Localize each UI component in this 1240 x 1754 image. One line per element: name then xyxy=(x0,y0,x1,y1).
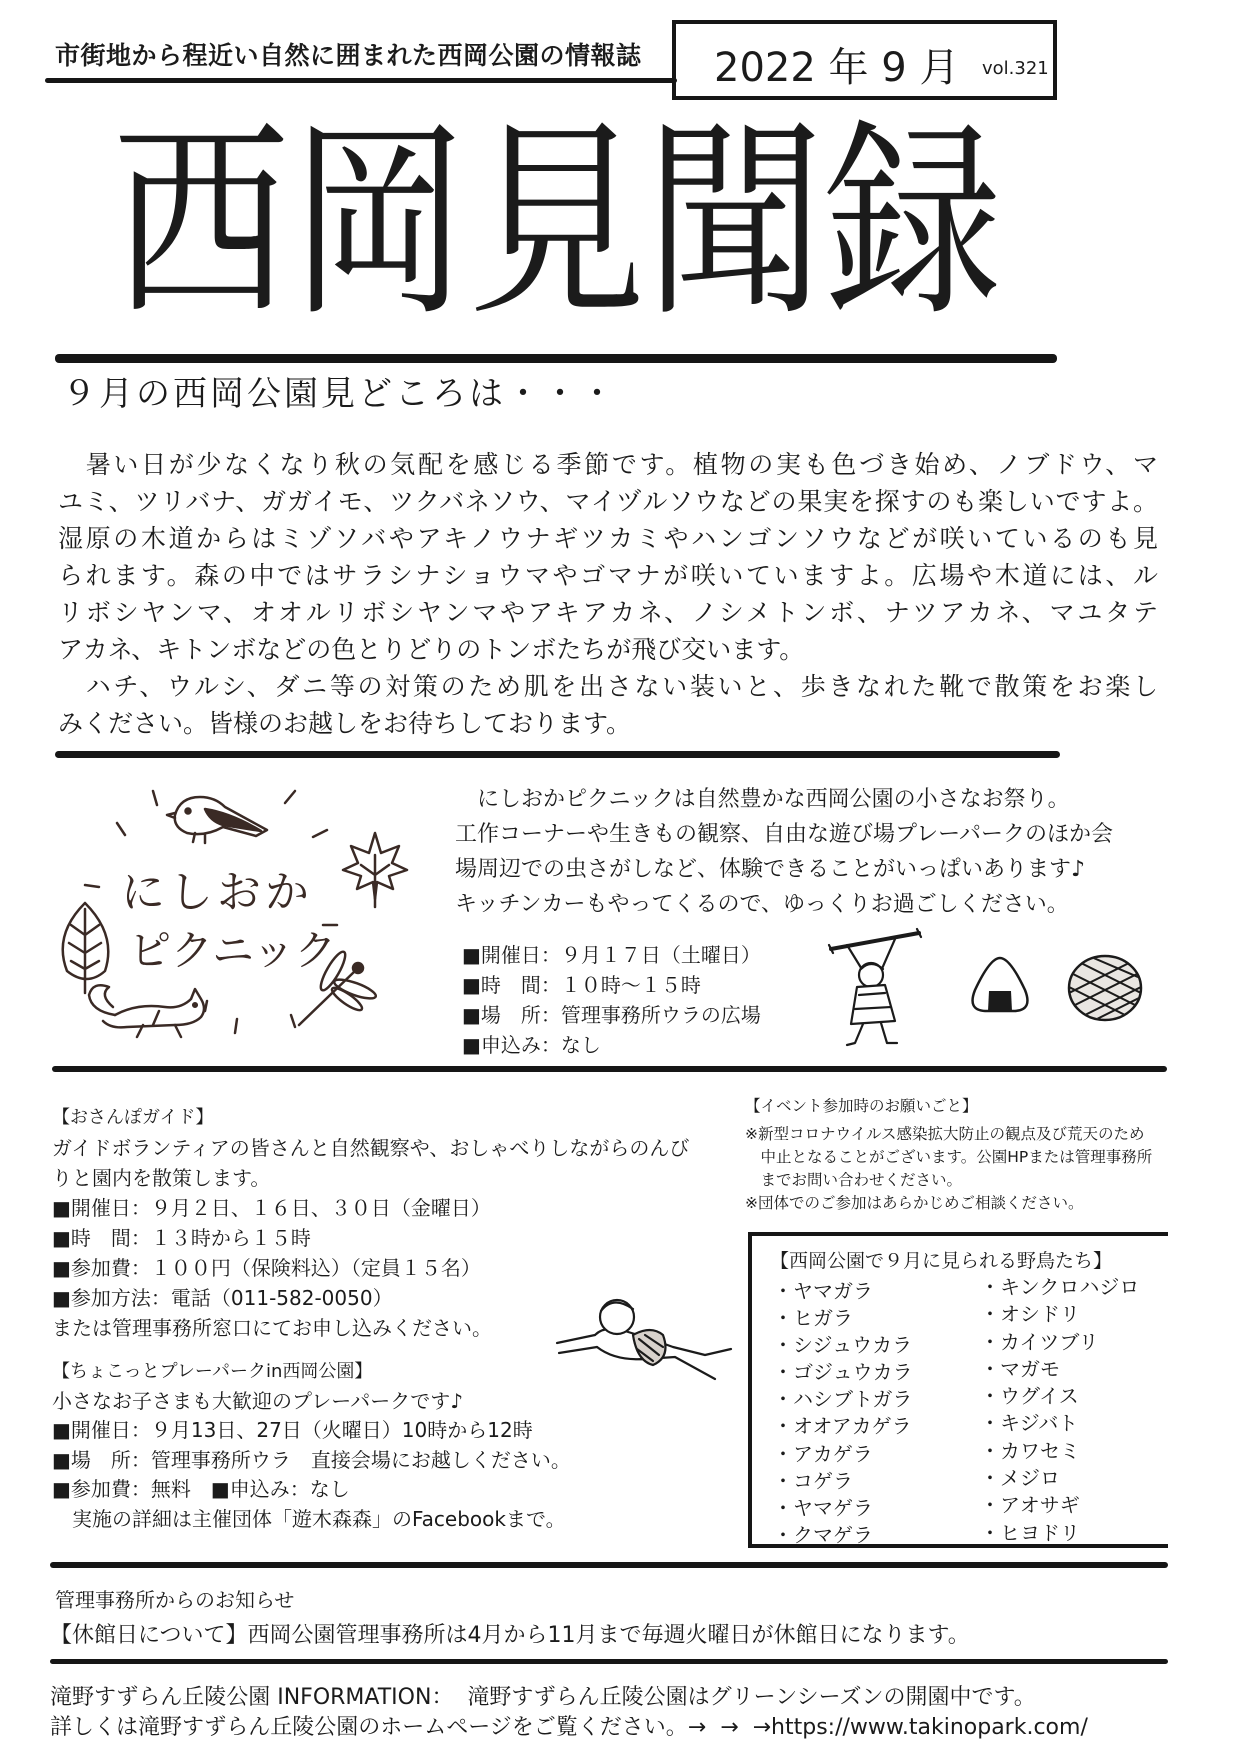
bird-list-item: ・ヒヨドリ xyxy=(980,1520,1080,1545)
body-line: アカネ、キトンボなどの色とりどりのトンボたちが飛び交います。 xyxy=(58,635,805,664)
bird-list-item: ・オオアカゲラ xyxy=(773,1414,912,1439)
bird-list-item: ・ゴジュウカラ xyxy=(773,1360,913,1385)
notice-line: ※新型コロナウイルス感染拡大防止の観点及び荒天のため xyxy=(745,1125,1145,1143)
bread-illustration xyxy=(1065,950,1145,1025)
notice-body xyxy=(745,1123,1152,1215)
highlights-rule xyxy=(55,751,1060,758)
body-line: ユミ、ツリバナ、ガガイモ、ツクバネソウ、マイヅルソウなどの果実を探すのも楽しいですよ。 xyxy=(58,487,1158,516)
osanpo-line: ■時 間：１３時から１５時 xyxy=(52,1226,311,1250)
issue-date: 2022 年 9 月 xyxy=(714,45,960,91)
picnic-intro-line: 工作コーナーや生きもの観察、自由な遊び場プレーパークのほか会 xyxy=(455,822,1114,847)
bird-list-item: ・カイツブリ xyxy=(980,1329,1099,1354)
body-line: られます。森の中ではサラシナショウマやゴマナが咲いていますよ。広場や木道には、ル xyxy=(58,561,1158,590)
playpark-line: 小さなお子さまも大歓迎のプレーパークです♪ xyxy=(52,1388,463,1413)
flying-child-illustration xyxy=(555,1295,735,1395)
bird-list-item: ・キジバト xyxy=(980,1411,1078,1436)
playpark-heading: 【ちょこっとプレーパークin西岡公園】 xyxy=(52,1361,373,1382)
picnic-detail-line: ■場 所：管理事務所ウラの広場 xyxy=(462,1003,761,1027)
bird-list-item: ・シジュウカラ xyxy=(773,1333,913,1358)
playpark-line: ■場 所：管理事務所ウラ 直接会場にお越しください。 xyxy=(52,1447,571,1472)
body-line: リボシヤンマ、オオルリボシヤンマやアキアカネ、ノシメトンボ、ナツアカネ、マユタテ xyxy=(58,598,1158,627)
notice-line: までお問い合わせください。 xyxy=(745,1171,963,1189)
picnic-detail-line: ■申込み：なし xyxy=(462,1033,601,1057)
picnic-rule xyxy=(52,1066,1167,1072)
body-line: 暑い日が少なくなり秋の気配を感じる季節です。植物の実も色づき始め、ノブドウ、マ xyxy=(58,450,1158,479)
body-line: ハチ、ウルシ、ダニ等の対策のため肌を出さない装いと、歩きなれた靴で散策をお楽し xyxy=(58,672,1158,701)
picnic-intro-line: にしおかピクニックは自然豊かな西岡公園の小さなお祭り。 xyxy=(455,787,1070,812)
picnic-logo-line1: にしおか xyxy=(121,867,313,918)
playpark-line: ■開催日：９月13日、27日（火曜日）10時から12時 xyxy=(52,1418,533,1442)
playpark-line: 実施の詳細は主催団体「遊木森森」のFacebookまで。 xyxy=(52,1506,566,1531)
picnic-logo-line2: ピクニック xyxy=(129,926,337,975)
leaf-icon xyxy=(63,903,109,993)
takino-info-line: 滝野すずらん丘陵公園 INFORMATION： 滝野すずらん丘陵公園はグリーンシーズンの開園中です。 xyxy=(50,1685,1036,1710)
picnic-intro-line: キッチンカーもやってくるので、ゆっくりお過ごしください。 xyxy=(455,892,1069,917)
bird-list-item: ・ハシブトガラ xyxy=(773,1387,913,1412)
osanpo-line: ガイドボランティアの皆さんと自然観察や、おしゃべりしながらのんび xyxy=(52,1136,690,1160)
title-rule xyxy=(55,354,1057,363)
newsletter-tagline: 市街地から程近い自然に囲まれた西岡公園の情報誌 xyxy=(55,41,642,70)
picnic-intro xyxy=(455,782,1113,922)
onigiri-illustration xyxy=(965,955,1035,1015)
issue-volume: vol.321 xyxy=(982,58,1049,79)
picnic-detail-line: ■開催日：９月１７日（土曜日） xyxy=(462,943,761,967)
playpark-line: ■参加費：無料 ■申込み：なし xyxy=(52,1477,350,1501)
office-rule xyxy=(50,1562,1168,1568)
bird-icon xyxy=(167,797,267,843)
info-rule xyxy=(50,1659,1168,1664)
bird-list-item: ・コゲラ xyxy=(773,1468,853,1493)
maple-leaf-icon xyxy=(343,833,407,907)
bird-list-item: ・ヤマゲラ xyxy=(773,1495,873,1520)
takino-info-link-line: 詳しくは滝野すずらん丘陵公園のホームページをご覧ください。→ → →https://www.takinopark.com/ xyxy=(50,1715,1088,1740)
osanpo-line: ■参加費：１００円（保険料込）（定員１５名） xyxy=(52,1256,481,1280)
playpark-section xyxy=(52,1357,571,1534)
osanpo-line: または管理事務所窓口にてお申し込みください。 xyxy=(52,1316,492,1340)
bird-list-right xyxy=(980,1274,1139,1547)
office-notice-text: 【休館日について】西岡公園管理事務所は4月から11月まで毎週火曜日が休館日になります。 xyxy=(50,1623,970,1648)
bird-list-item: ・ヤマガラ xyxy=(773,1279,873,1303)
bird-list-item: ・クマゲラ xyxy=(773,1522,873,1547)
bird-list-left xyxy=(773,1278,913,1549)
notice-line: ※団体でのご参加はあらかじめご相談ください。 xyxy=(745,1194,1084,1212)
picnic-illustration xyxy=(55,775,445,1050)
highlights-heading: ９月の西岡公園見どころは・・・ xyxy=(62,374,617,414)
bird-list-heading: 【西岡公園で９月に見られる野鳥たち】 xyxy=(770,1250,1113,1272)
office-notice-heading: 管理事務所からのお知らせ xyxy=(55,1588,295,1612)
bird-list-item: ・キンクロハジロ xyxy=(980,1275,1140,1299)
osanpo-line: りと園内を散策します。 xyxy=(52,1166,271,1190)
squirrel-icon xyxy=(89,985,204,1037)
issue-box xyxy=(672,20,1057,100)
bird-list-item: ・アカゲラ xyxy=(773,1441,873,1466)
bird-list-item: ・ウグイス xyxy=(980,1384,1079,1409)
newsletter-title: 西岡見聞録 xyxy=(112,100,1002,345)
tagline-underline xyxy=(45,78,677,83)
notice-heading: 【イベント参加時のお願いごと】 xyxy=(745,1097,978,1115)
picnic-intro-line: 場周辺での虫さがしなど、体験できることがいっぱいあります♪ xyxy=(455,857,1086,882)
bird-list-item: ・アオサギ xyxy=(980,1493,1080,1518)
bird-list-item: ・カワセミ xyxy=(980,1438,1080,1463)
child-with-stick-illustration xyxy=(825,925,925,1050)
picnic-details xyxy=(462,940,761,1060)
osanpo-heading: 【おさんぽガイド】 xyxy=(52,1107,214,1128)
picnic-detail-line: ■時 間：１０時～１５時 xyxy=(462,973,701,997)
body-line: 湿原の木道からはミゾソバやアキノウナギツカミやハンゴンソウなどが咲いているのも見 xyxy=(58,524,1158,553)
body-line: みください。皆様のお越しをお待ちしております。 xyxy=(58,709,632,738)
osanpo-line: ■参加方法：電話（011-582-0050） xyxy=(52,1286,393,1310)
osanpo-line: ■開催日：９月２日、１６日、３０日（金曜日） xyxy=(52,1196,491,1220)
bird-list-item: ・ヒガラ xyxy=(773,1306,853,1331)
bird-list-item: ・メジロ xyxy=(980,1466,1060,1491)
bird-list-item: ・マガモ xyxy=(980,1356,1060,1381)
highlights-body xyxy=(58,446,1158,742)
bird-list-item: ・オシドリ xyxy=(980,1302,1080,1327)
notice-line: 中止となることがございます。公園HPまたは管理事務所 xyxy=(745,1148,1153,1166)
